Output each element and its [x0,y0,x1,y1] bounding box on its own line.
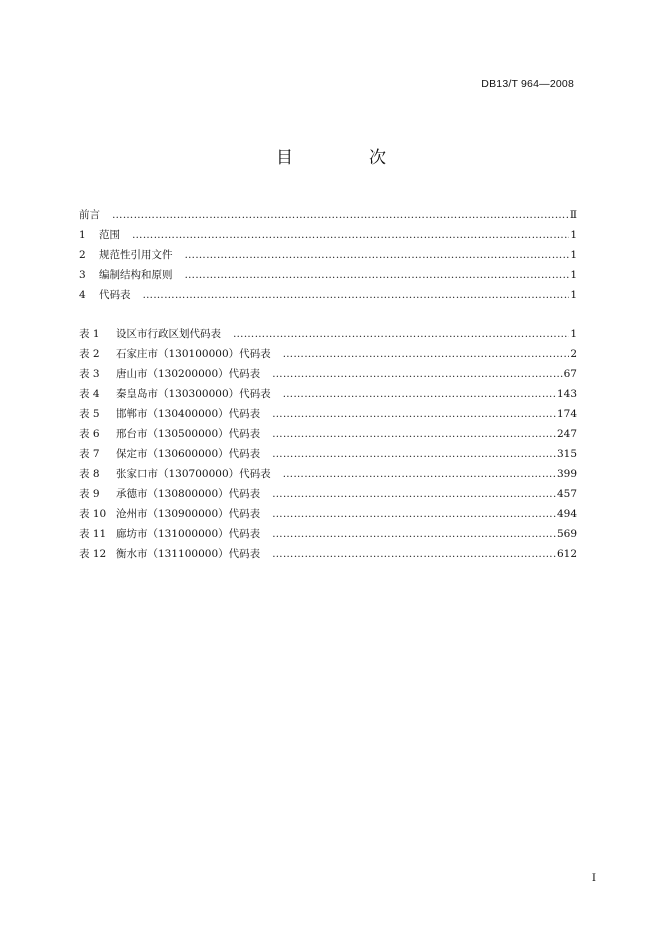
leader-dots [272,404,556,424]
entry-number: 2 [79,249,86,261]
leader-dots [272,504,556,524]
leader-dots [112,205,569,225]
table-page: 315 [556,448,577,460]
table-label: 张家口市（130700000）代码表 [116,468,271,480]
entry-number: 3 [79,269,86,281]
footer-page-number: I [591,872,596,884]
table-number: 表 5 [79,408,100,420]
leader-dots [132,225,569,245]
entry-page: 1 [570,229,577,241]
table-page: 569 [556,528,577,540]
entry-page: 1 [570,249,577,261]
table-label: 邢台市（130500000）代码表 [116,428,261,440]
leader-dots [283,384,556,404]
table-page: 174 [556,408,577,420]
table-number: 表 1 [79,328,100,340]
table-number: 表 4 [79,388,100,400]
toc-table-entry[interactable] [79,524,577,544]
leader-dots [272,484,556,504]
table-number: 表 9 [79,488,100,500]
entry-page: 1 [570,289,577,301]
entry-page: 1 [570,269,577,281]
table-label: 邯郸市（130400000）代码表 [116,408,261,420]
toc-table-entry[interactable] [79,424,577,444]
table-number: 表 8 [79,468,100,480]
table-page: 494 [556,508,577,520]
table-page: 247 [556,428,577,440]
toc-entry[interactable] [79,245,577,265]
leader-dots [272,524,556,544]
entry-number: 4 [79,289,86,301]
toc-entry[interactable] [79,285,577,305]
table-label: 承德市（130800000）代码表 [116,488,261,500]
leader-dots [185,245,570,265]
table-page: 2 [570,348,577,360]
table-page: 67 [563,368,577,380]
toc-entry[interactable] [79,265,577,285]
toc-table-entry[interactable] [79,504,577,524]
table-label: 沧州市（130900000）代码表 [116,508,261,520]
table-page: 457 [556,488,577,500]
leader-dots [283,464,556,484]
table-number: 表 6 [79,428,100,440]
title-char-1: 目 [276,148,293,168]
table-number: 表 3 [79,368,100,380]
standard-code: DB13/T 964—2008 [481,78,574,90]
toc-table-entry[interactable] [79,444,577,464]
page-title [0,143,662,168]
table-page: 612 [556,548,577,560]
table-label: 衡水市（131100000）代码表 [116,548,261,560]
toc-table-entry[interactable] [79,404,577,424]
table-number: 表 2 [79,348,100,360]
title-char-2: 次 [369,148,386,168]
entry-label: 编制结构和原则 [99,269,173,281]
table-label: 秦皇岛市（130300000）代码表 [116,388,271,400]
table-page: 143 [556,388,577,400]
entry-label: 规范性引用文件 [99,249,173,261]
entry-page: Ⅱ [569,209,577,221]
table-page: 1 [570,328,577,340]
leader-dots [143,285,570,305]
toc-tables [79,324,577,564]
toc-entry[interactable] [79,225,577,245]
leader-dots [272,364,563,384]
leader-dots [272,444,556,464]
leader-dots [272,544,556,564]
leader-dots [272,424,556,444]
leader-dots [283,344,570,364]
table-number: 表 10 [79,508,107,520]
table-number: 表 7 [79,448,100,460]
entry-label: 前言 [79,209,100,221]
leader-dots [185,265,570,285]
table-label: 石家庄市（130100000）代码表 [116,348,271,360]
entry-label: 代码表 [99,289,131,301]
toc-table-entry[interactable] [79,344,577,364]
toc-table-entry[interactable] [79,484,577,504]
toc-entry[interactable] [79,205,577,225]
toc-table-entry[interactable] [79,464,577,484]
leader-dots [233,324,569,344]
toc-table-entry[interactable] [79,324,577,344]
entry-number: 1 [79,229,86,241]
table-label: 廊坊市（131000000）代码表 [116,528,261,540]
table-number: 表 12 [79,548,107,560]
table-label: 设区市行政区划代码表 [116,328,221,340]
table-number: 表 11 [79,528,107,540]
entry-label: 范围 [99,229,120,241]
table-label: 保定市（130600000）代码表 [116,448,261,460]
toc-sections [79,205,577,305]
toc-table-entry[interactable] [79,544,577,564]
toc-table-entry[interactable] [79,384,577,404]
table-page: 399 [556,468,577,480]
toc-table-entry[interactable] [79,364,577,384]
table-label: 唐山市（130200000）代码表 [116,368,261,380]
